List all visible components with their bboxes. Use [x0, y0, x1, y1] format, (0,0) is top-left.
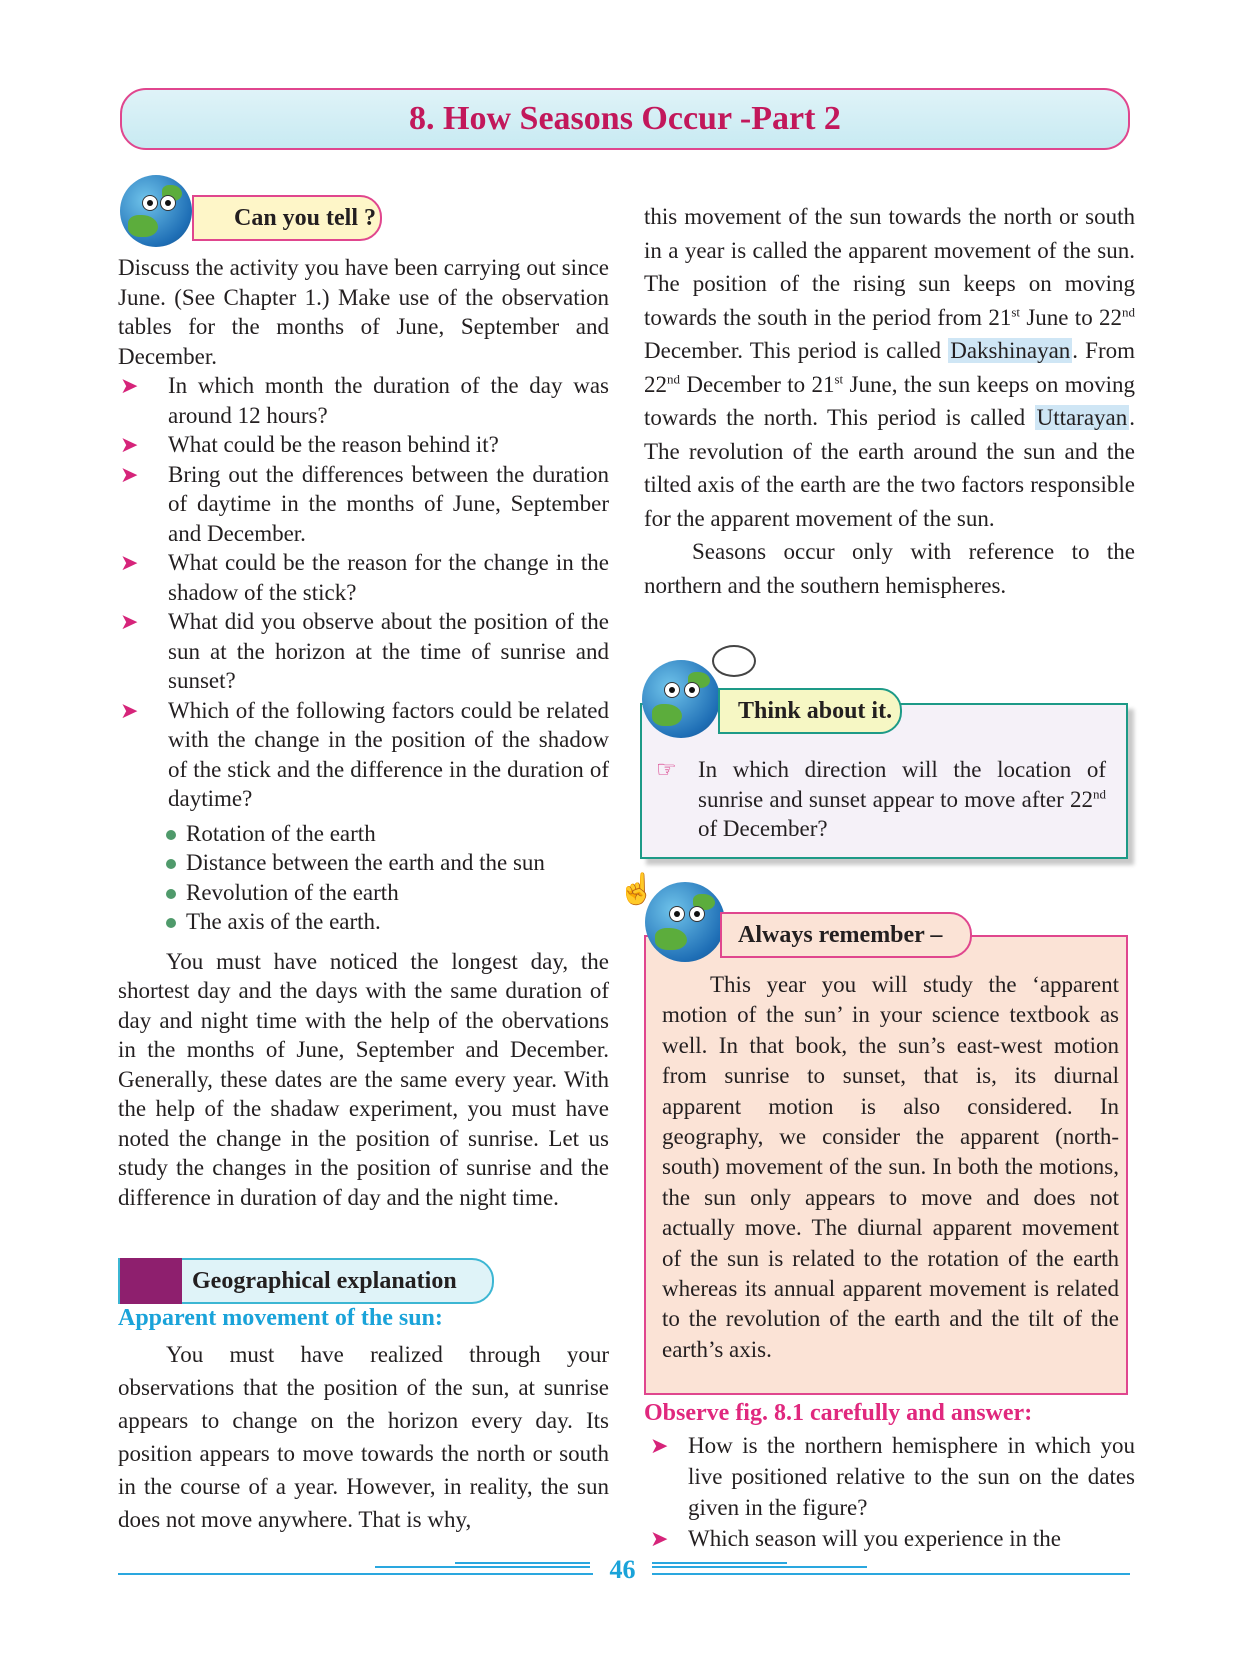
observe-questions: [644, 1430, 1135, 1554]
arrow-bullet-icon: ➤: [120, 550, 139, 575]
footer-rule-left-accent: [375, 1566, 590, 1568]
footer-rule-right-accent: [652, 1566, 867, 1568]
question-item: ➤ What could be the reason for the change in the shadow of the stick?: [120, 550, 609, 605]
globe-mascot-icon: [642, 660, 720, 738]
pointing-hand-icon: ☞: [656, 757, 677, 782]
footer-rule-left-accent: [455, 1562, 590, 1564]
dakshinayan-term: Dakshinayan: [950, 338, 1071, 363]
footer-rule-right-accent: [652, 1562, 787, 1564]
arrow-bullet-icon: ➤: [650, 1433, 669, 1458]
footer-rule-left: [118, 1573, 593, 1575]
left-column: [118, 253, 609, 1212]
always-remember-label-box: [720, 912, 972, 958]
question-item: ➤ How is the northern hemisphere in which you live positioned relative to the sun on the dates given in the figure?: [644, 1430, 1135, 1523]
can-you-tell-label-box: [192, 195, 382, 241]
question-item: ➤ Bring out the differences between the duration of daytime in the months of June, September and December.: [120, 461, 609, 546]
always-remember-text: This year you will study the ‘apparent motion of the sun’ in your science textbook as well. In that book, the sun’s east-west motion from sunrise to sunset, that is, its diurnal apparent motion is also considered. In geography, we consider the apparent (north-south) movement of the sun. In both the motions, the sun only appears to move and does not actually move. The diurnal apparent movement of the sun is related to the rotation of the earth whereas its annual apparent movement is related to the revolution of the earth and the tilt of the earth’s axis.: [662, 972, 1119, 1362]
think-about-it-label: Think about it.: [738, 698, 893, 724]
apparent-movement-subheading: Apparent movement of the sun:: [118, 1305, 443, 1331]
arrow-bullet-icon: ➤: [120, 697, 139, 723]
apparent-movement-text: You must have realized through your observations that the position of the sun, at sunrise appears to change on the horizon every day. Its position appears to move towards the north or south in the course of a year. However, in reality, the sun does not move anywhere. That is why,: [118, 1342, 609, 1532]
pointing-hand-icon: ☝: [618, 873, 656, 906]
page-number: 46: [609, 1555, 636, 1584]
chapter-title-box: [120, 88, 1130, 150]
right-column-text: this movement of the sun towards the north or south in a year is called the apparent movement of the sun. The position of the rising sun keeps on moving towards the south in the period from 21st June to 22nd December. This period is called Dakshinayan. From 22nd December to 21st June, the sun keeps on moving towards the north. This period is called Uttarayan. The revolution of the earth around the sun and the tilted axis of the earth are the two factors responsible for the apparent movement of the sun. Seasons occur only with reference to the northern and the southern hemispheres.: [644, 200, 1135, 602]
factor-item: Distance between the earth and the sun: [166, 848, 609, 878]
observe-heading: Observe fig. 8.1 carefully and answer:: [644, 1400, 1033, 1426]
chapter-title: 8. How Seasons Occur -Part 2: [409, 100, 841, 137]
arrow-bullet-icon: ➤: [120, 373, 139, 398]
think-about-it-label-box: [718, 688, 902, 734]
arrow-bullet-icon: ➤: [120, 432, 139, 457]
factor-list: [118, 819, 609, 937]
arrow-bullet-icon: ➤: [650, 1526, 669, 1551]
geo-explanation-box: [118, 1258, 494, 1304]
arrow-bullet-icon: ➤: [120, 609, 139, 634]
uttarayan-term: Uttarayan: [1036, 405, 1128, 430]
factor-item: Revolution of the earth: [166, 878, 609, 908]
factor-item: Rotation of the earth: [166, 819, 609, 849]
question-item: ➤ Which season will you experience in the: [644, 1523, 1135, 1554]
activity-intro: Discuss the activity you have been carrying out since June. (See Chapter 1.) Make use of the observation tables for the months of June, September and December.: [118, 255, 609, 369]
question-item: ➤ What could be the reason behind it?: [118, 430, 609, 460]
think-about-it-question: ☞ In which direction will the location of sunrise and sunset appear to move after 22nd of December?: [656, 757, 1106, 841]
arrow-bullet-icon: ➤: [120, 461, 139, 487]
geo-explanation-label: Geographical explanation: [192, 1268, 457, 1294]
footer-rule-right: [652, 1573, 1130, 1575]
intro-paragraph: You must have noticed the longest day, the shortest day and the days with the same duration of day and night time with the help of the obervations in the months of June, September and December. Generally, these dates are the same every year. With the help of the shadaw experiment, you must have noted the change in the position of sunrise. Let us study the changes in the position of sunrise and the difference in duration of day and the night time.: [118, 948, 609, 1210]
globe-mascot-icon: [120, 175, 192, 247]
factor-item: The axis of the earth.: [166, 907, 609, 937]
thought-cloud-icon: [712, 645, 756, 677]
question-item: ➤ What did you observe about the position of the sun at the horizon at the time of sunrise and sunset?: [120, 609, 609, 693]
can-you-tell-label: Can you tell ?: [234, 205, 377, 231]
question-item: ➤ In which month the duration of the day was around 12 hours?: [120, 373, 609, 428]
globe-mascot-icon: [645, 882, 725, 962]
seasons-paragraph: Seasons occur only with reference to the northern and the southern hemispheres.: [644, 539, 1135, 598]
question-item: ➤ Which of the following factors could be related with the change in the position of the shadow of the stick and the difference in the duration of daytime?: [120, 697, 609, 811]
always-remember-label: Always remember –: [738, 922, 943, 948]
